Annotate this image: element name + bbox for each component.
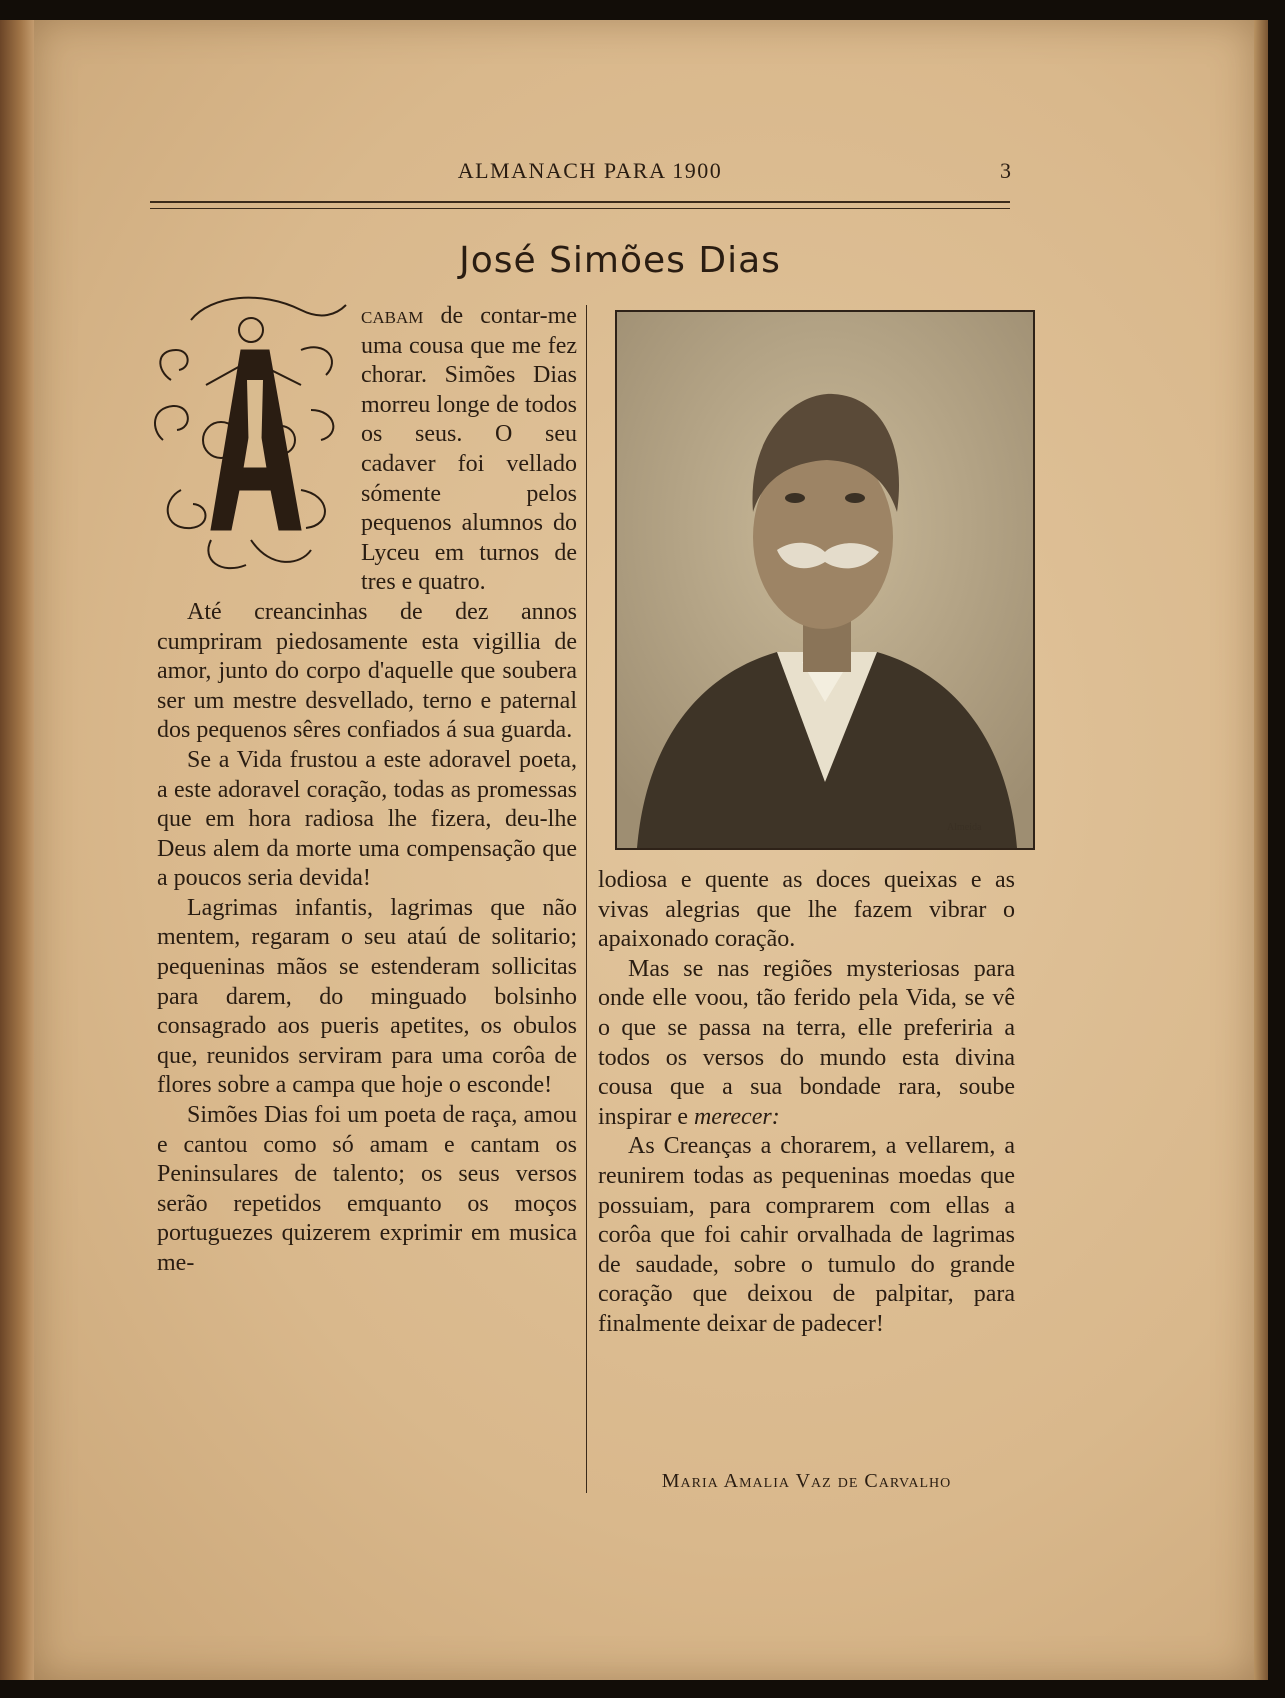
paragraph-text: Mas se nas regiões mysteriosas para onde elle voou, tão ferido pela Vida, se vê o que se passa na terra, elle preferiria a todos os versos do mundo esta divina cousa que a sua bondade rara, soube inspirar e bbox=[598, 955, 1015, 1130]
paragraph: lodiosa e quente as doces queixas e as vivas alegrias que lhe fazem vibrar o apaixonado coração. bbox=[598, 867, 1015, 953]
header-rule-thin bbox=[150, 208, 1010, 209]
right-column bbox=[598, 866, 1015, 1340]
portrait-photo bbox=[615, 310, 1035, 850]
book-spine bbox=[0, 20, 38, 1680]
paragraph: Até creancinhas de dez annos cumpriram piedosamente esta vigillia de amor, junto do corpo d'aquelle que soubera ser um mestre desvellado, terno e paternal dos pequenos sêres confiados á sua guarda. bbox=[157, 598, 577, 744]
italic-word: merecer: bbox=[693, 1103, 780, 1130]
paragraph: Simões Dias foi um poeta de raça, amou e cantou como só amam e cantam os Peninsulares de talento; os seus versos serão repetidos emquanto os moços portuguezes quizerem exprimir em musica me- bbox=[157, 1102, 577, 1276]
running-header: ALMANACH PARA 1900 bbox=[457, 158, 723, 183]
header-rule bbox=[150, 201, 1010, 203]
paragraph: Se a Vida frustou a este adoravel poeta, a este adoravel coração, todas as promessas que em hora radiosa lhe fizera, deu-lhe Deus alem da morte uma compensação que a poucos seria devida! bbox=[157, 746, 577, 892]
page-edge bbox=[1254, 20, 1268, 1680]
engraver-mark: Almeida bbox=[947, 822, 982, 833]
smallcaps-lead: cabam bbox=[361, 303, 424, 329]
author-signature: Maria Amalia Vaz de Carvalho bbox=[661, 1470, 952, 1492]
paragraph: Lagrimas infantis, lagrimas que não mentem, regaram o seu ataú de solitario; pequeninas mãos se estenderam sollicitas para darem, do minguado bolsinho consagrado aos pueris apetites, os obulos que, reunidos serviram para uma corôa de flores sobre a campa que hoje o esconde! bbox=[157, 894, 577, 1099]
ornamental-drop-cap bbox=[151, 290, 351, 582]
paragraph-text: de contar-me uma cousa que me fez chorar. Simões Dias morreu longe de todos os seus. O seu cadaver foi vellado sómente pelos pequenos alumnos do Lyceu em turnos de tres e quatro. bbox=[361, 303, 577, 596]
article-title: José Simões Dias bbox=[459, 240, 781, 281]
paragraph bbox=[598, 955, 1015, 1133]
left-column bbox=[157, 302, 577, 1279]
page-number: 3 bbox=[1000, 158, 1011, 183]
column-divider bbox=[586, 305, 587, 1493]
drop-cap-letter: A bbox=[251, 437, 259, 448]
paragraph: As Creanças a chorarem, a vellarem, a reunirem todas as pequeninas moedas que possuiam, para comprarem com ellas a corôa que foi cahir orvalhada de lagrimas de saudade, sobre o tumulo do grande coração que deixou de palpitar, para finalmente deixar de padecer! bbox=[598, 1133, 1015, 1337]
